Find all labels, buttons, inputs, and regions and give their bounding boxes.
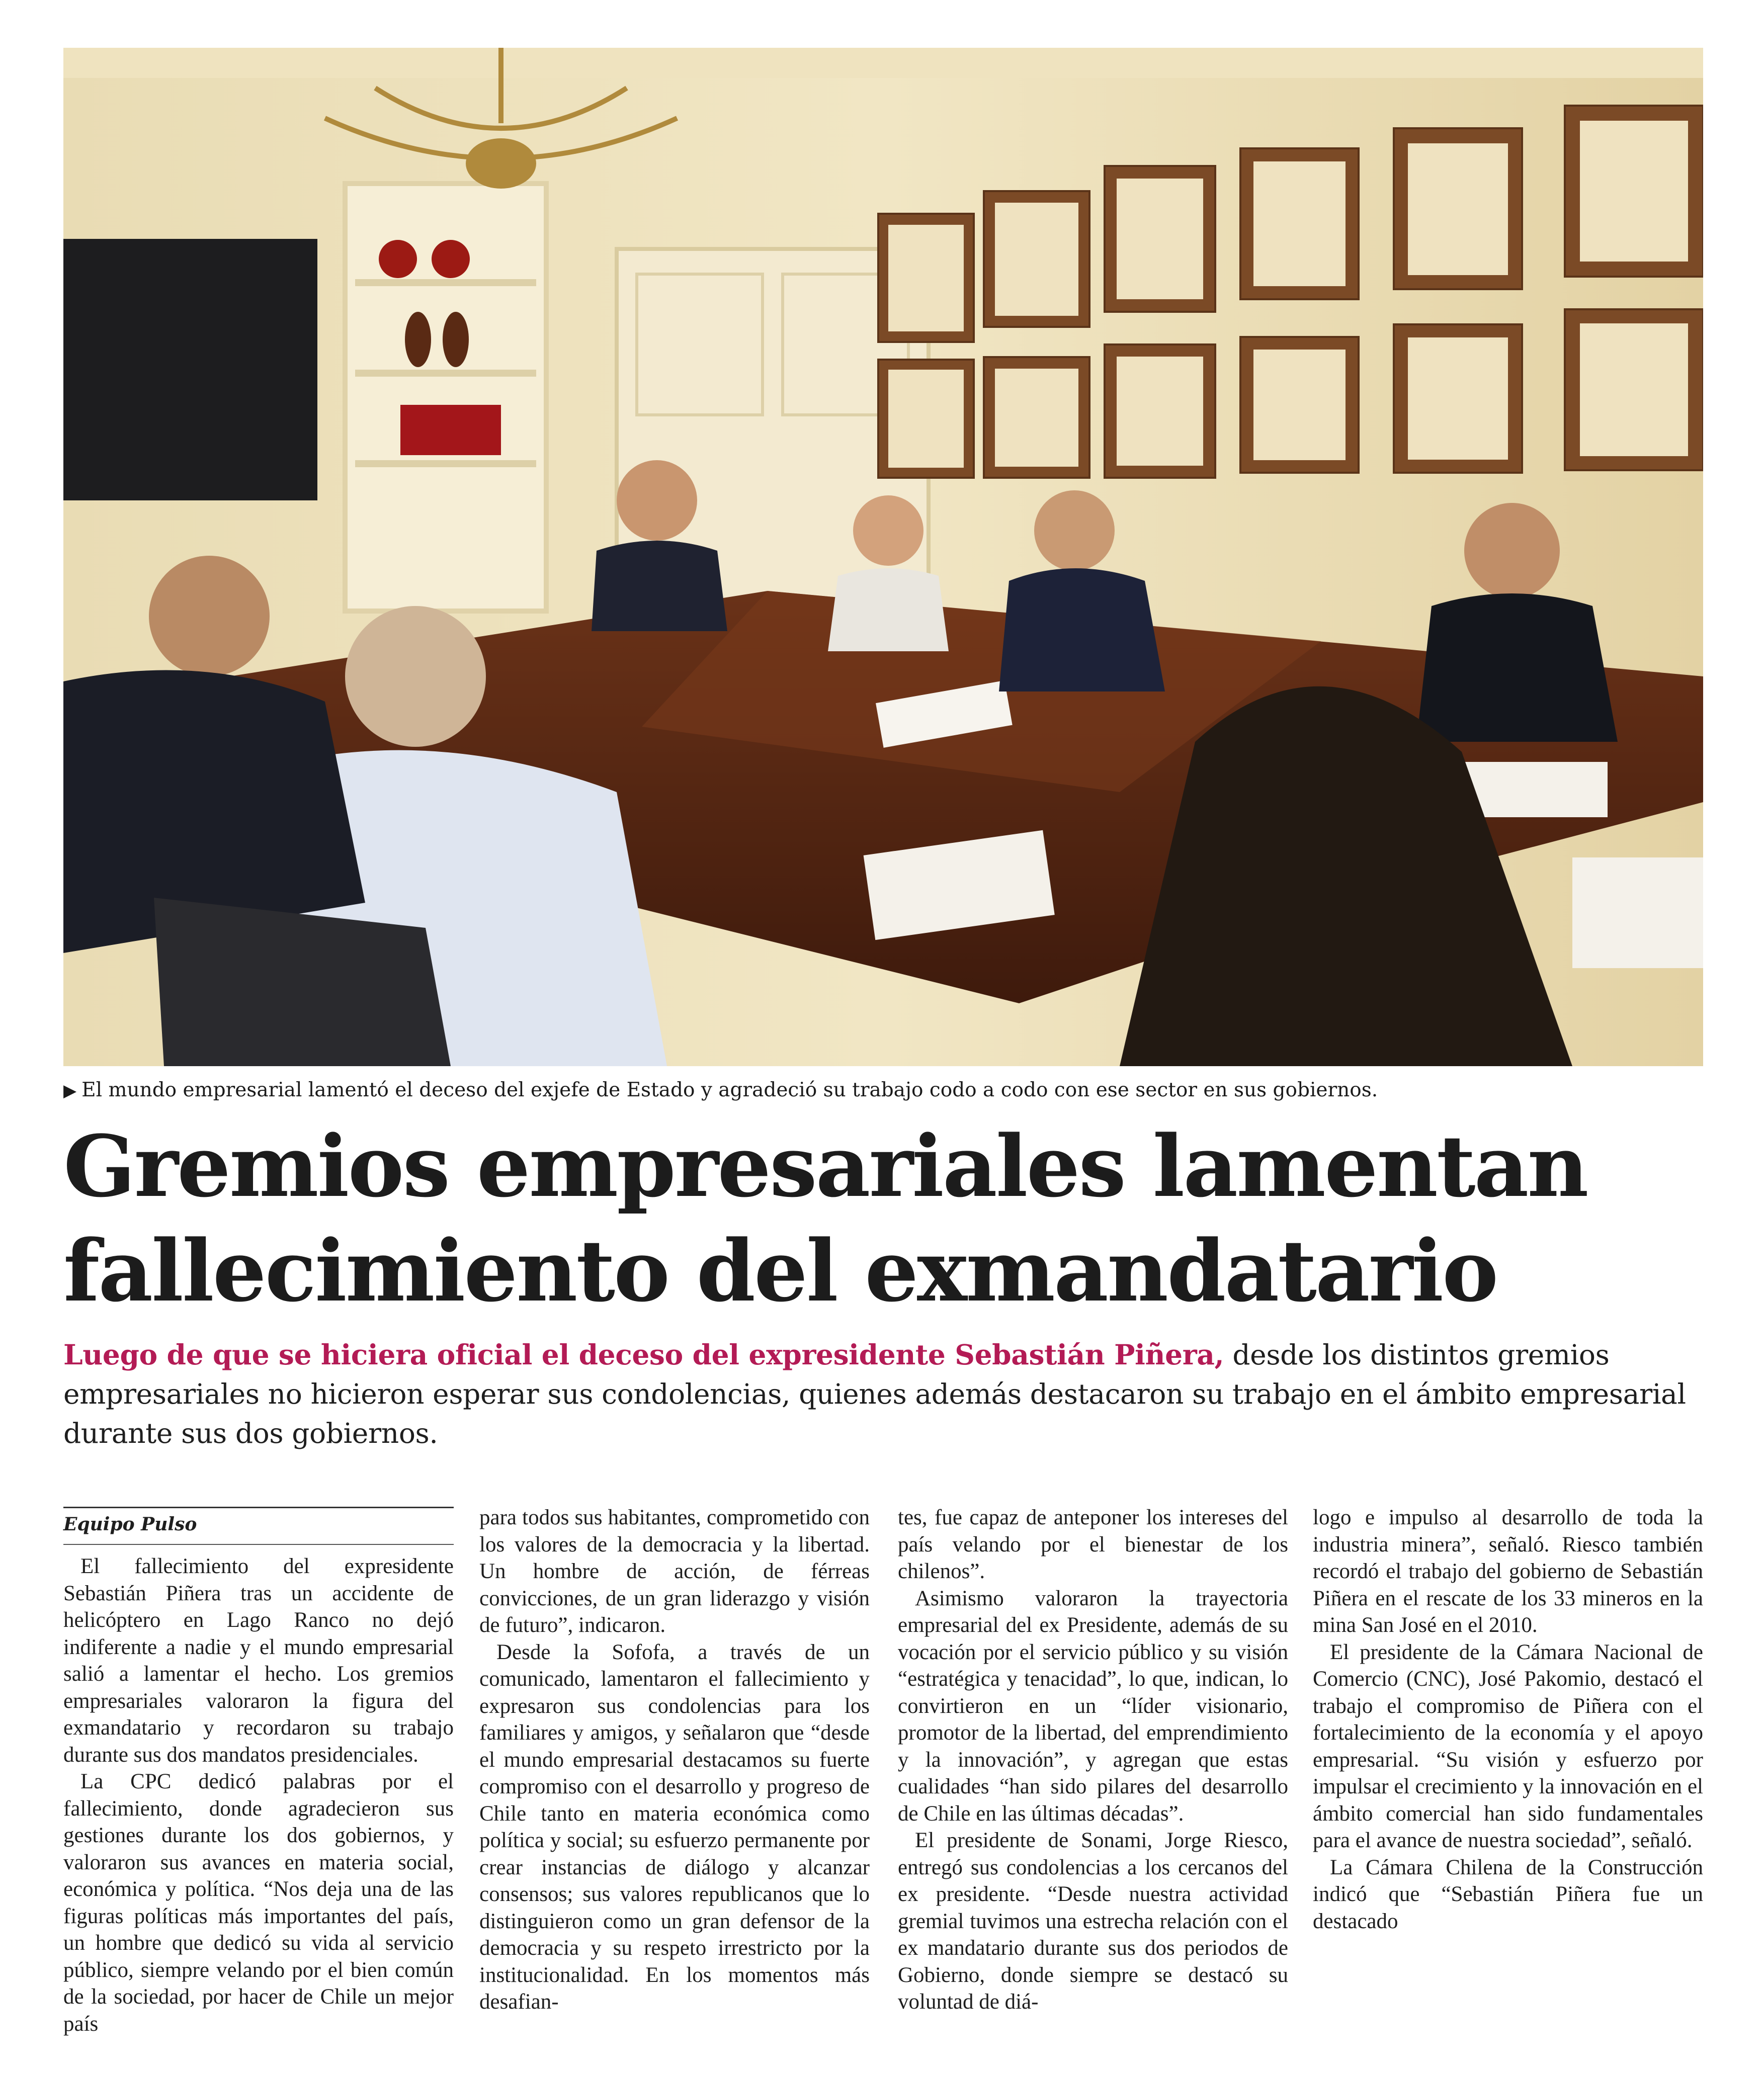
meeting-photo-illustration bbox=[63, 48, 1703, 1066]
paragraph: tes, fue capaz de anteponer los intereses del país velando por el bienestar de los chilenos”. bbox=[898, 1506, 1288, 1583]
paragraph: El presidente de Sonami, Jorge Riesco, entregó sus condolencias a los cercanos del ex presidente. “Desde nuestra actividad gremial tuvimos una estrecha relación con el ex mandatario durante sus dos periodos de Gobierno, donde siempre se destacó su voluntad de diá- bbox=[898, 1829, 1288, 2014]
paragraph: El fallecimiento del expresidente Sebastián Piñera tras un accidente de helicóptero en Lago Ranco no dejó indiferente a nadie y el mundo empresarial salió a lamentar el hecho. Los gremios empresariales valoraron la figura del exmandatario y recordaron su trabajo durante sus dos mandatos presidenciales. bbox=[63, 1554, 454, 1767]
paragraph: El presidente de la Cámara Nacional de Comercio (CNC), José Pakomio, destacó el trabajo el compromiso de Piñera con el fortalecimiento de la economía y el apoyo empresarial. “Su visión y esfuerzo por impulsar el crecimiento y la innovación en el ámbito comercial han sido fundamentales para el avance de nuestra sociedad”, señaló. bbox=[1313, 1640, 1703, 1852]
paragraph: Asimismo valoraron la trayectoria empresarial del ex Presidente, además de su vocación por el servicio público y su visión “estratégica y tenacidad”, lo que, indican, lo convirtieron en un “líder visionario, promotor de la libertad, del emprendimiento y la innovación”, y agregan que estas cualidades “han sido pilares del desarrollo de Chile en las últimas décadas”. bbox=[898, 1586, 1288, 1826]
lead-text: desde los distintos gremios empresariales no hicieron esperar sus condolencias, quienes además destacaron su trabajo en el ámbito empresarial durante sus dos gobiernos. bbox=[63, 1339, 1686, 1449]
body-column-1 bbox=[63, 1553, 454, 2037]
byline-rule-top bbox=[63, 1507, 454, 1508]
caption-text: El mundo empresarial lamentó el deceso del exjefe de Estado y agradeció su trabajo codo a codo con ese sector en sus gobiernos. bbox=[81, 1079, 1378, 1101]
paragraph: logo e impulso al desarrollo de toda la industria minera”, señaló. Riesco también recordó el trabajo del gobierno de Sebastián Piñera en el rescate de los 33 mineros en la mina San José en el 2010. bbox=[1313, 1506, 1703, 1637]
byline: Equipo Pulso bbox=[63, 1514, 197, 1535]
body-column-3 bbox=[898, 1504, 1288, 2016]
body-column-4 bbox=[1313, 1504, 1703, 1935]
lead-highlight: Luego de que se hiciera oficial el deceso del expresidente Sebastián Piñera, bbox=[63, 1338, 1224, 1371]
body-column-2 bbox=[479, 1504, 870, 2016]
paragraph: La Cámara Chilena de la Construcción indicó que “Sebastián Piñera fue un destacado bbox=[1313, 1855, 1703, 1933]
headline bbox=[63, 1114, 1703, 1323]
headline-line-1: Gremios empresariales lamentan bbox=[63, 1116, 1587, 1216]
lead-paragraph bbox=[63, 1335, 1708, 1453]
headline-line-2: fallecimiento del exmandatario bbox=[63, 1221, 1497, 1321]
paragraph: Desde la Sofofa, a través de un comunicado, lamentaron el fallecimiento y expresaron sus condolencias para los familiares y amigos, y señalaron que “desde el mundo empresarial destacamos su fuerte compromiso con el desarrollo y progreso de Chile tanto en materia económica como política y social; su esfuerzo permanente por crear instancias de diálogo y alcanzar consensos; sus valores republicanos que lo distinguieron como un gran defensor de la democracia y su respeto irrestricto por la institucionalidad. En los momentos más desafian- bbox=[479, 1640, 870, 2014]
triangle-right-icon: ▶ bbox=[63, 1081, 77, 1101]
photo-caption bbox=[63, 1077, 1703, 1104]
paragraph: La CPC dedicó palabras por el fallecimiento, donde agradecieron sus gestiones durante los dos gobiernos, y valoraron sus avances en materia social, económica y política. “Nos deja una de las figuras políticas más importantes del país, un hombre que dedicó su vida al servicio público, siempre velando por el bien común de la sociedad, por hacer de Chile un mejor país bbox=[63, 1770, 454, 2036]
paragraph: para todos sus habitantes, comprometido con los valores de la democracia y la libertad. Un hombre de acción, de férreas convicciones, de un gran liderazgo y visión de futuro”, indicaron. bbox=[479, 1506, 870, 1637]
article-photo bbox=[63, 48, 1703, 1066]
byline-rule-bottom bbox=[63, 1544, 454, 1545]
